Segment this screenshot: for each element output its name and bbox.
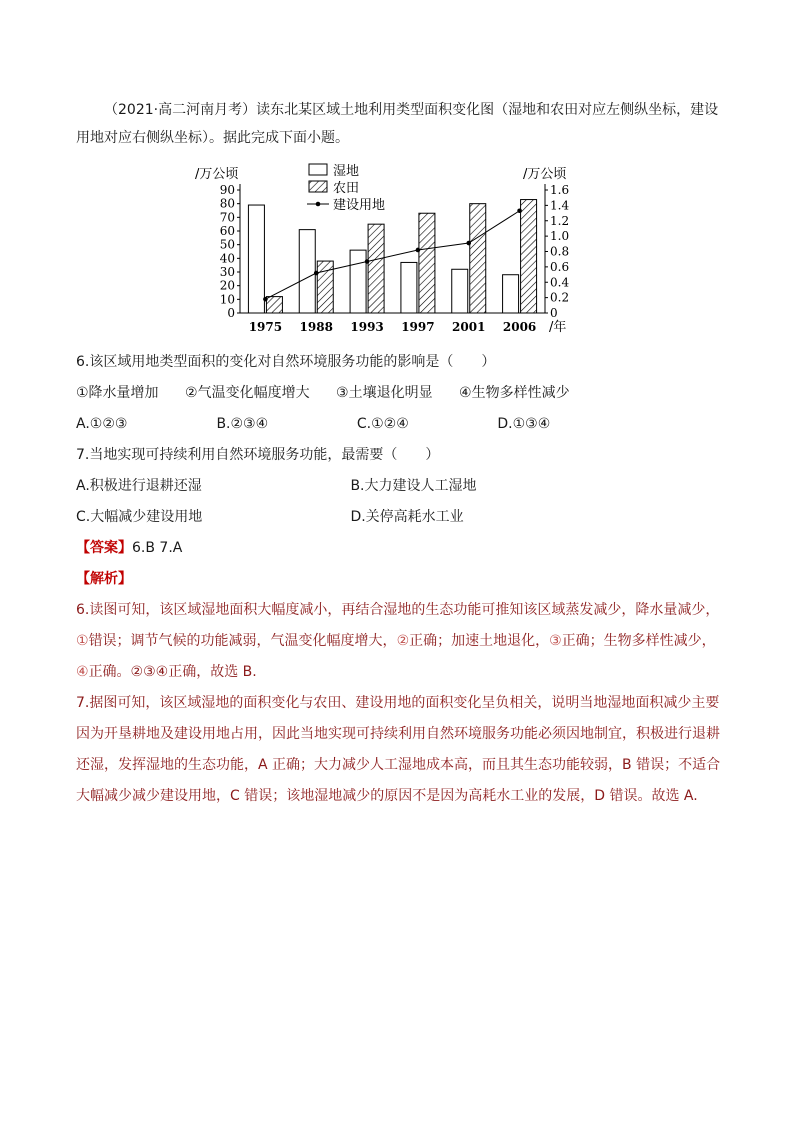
q6-item: ③土壤退化明显 — [336, 385, 433, 401]
explanation-7: 7.据图可知，该区域湿地的面积变化与农田、建设用地的面积变化呈负相关，说明当地湿地面积减少主要因为开垦耕地及建设用地占用，因此当地实现可持续利用自然环境服务功能必须因地制宜，积极进行退耕还湿，发挥湿地的生态功能，A 正确；大力减少人工湿地成本高，而且其生态功能较弱，B 错误；不适合大幅减少减少建设用地，C 错误；该地湿地减少的原因不是因为高耗水工业的发展，D 错误。故选 A. — [76, 695, 721, 804]
question-6-items — [76, 378, 721, 409]
point-construction-land — [416, 248, 421, 253]
answer-line — [76, 533, 721, 564]
right-tick-label: 1.0 — [550, 229, 570, 244]
left-tick-label: 0 — [227, 306, 235, 320]
explanation-6 — [76, 595, 721, 688]
point-construction-land — [314, 271, 319, 276]
x-tick-label: 1975 — [248, 320, 283, 334]
left-tick-label: 10 — [219, 292, 235, 307]
left-tick-label: 70 — [219, 210, 235, 225]
point-construction-land — [517, 208, 522, 213]
bar-wetland — [503, 275, 519, 313]
right-tick-label: 0.4 — [550, 275, 570, 290]
right-tick-label: 0.2 — [550, 290, 570, 305]
land-use-chart — [195, 160, 585, 340]
right-tick-label: 0.6 — [550, 259, 570, 274]
x-tick-label: 2006 — [502, 320, 537, 334]
q7-choice-c: C.大幅减少建设用地 — [76, 509, 203, 525]
x-tick-label: 1988 — [299, 320, 333, 334]
point-construction-land — [263, 297, 268, 302]
bar-farmland — [470, 204, 486, 313]
bar-wetland — [248, 205, 264, 313]
q6-choice-a: A.①②③ — [76, 416, 128, 432]
legend-wetland-label: 湿地 — [333, 164, 360, 179]
left-tick-label: 50 — [219, 237, 235, 252]
q6-choice-c: C.①②④ — [356, 416, 409, 432]
right-tick-label: 0.8 — [550, 244, 570, 259]
intro-paragraph: （2021·高二河南月考）读东北某区域土地利用类型面积变化图（湿地和农田对应左侧纵坐标，建设用地对应右侧纵坐标）。据此完成下面小题。 — [76, 102, 719, 146]
question-6-stem: 6.该区域用地类型面积的变化对自然环境服务功能的影响是（ ） — [76, 354, 496, 370]
x-tick-label: 1997 — [401, 320, 435, 334]
expl6-circle: ② — [396, 633, 410, 649]
bar-farmland — [266, 297, 282, 313]
q7-choice-b: B.大力建设人工湿地 — [350, 478, 477, 494]
right-axis-title: /万公顷 — [523, 167, 567, 182]
expl6-part: 正确；生物多样性减少， — [561, 633, 716, 649]
expl6-circle: ① — [76, 633, 89, 649]
right-tick-label: 1.2 — [550, 213, 570, 228]
q6-choice-d: D.①③④ — [497, 416, 551, 432]
legend-farmland-swatch — [309, 181, 327, 192]
left-tick-label: 30 — [219, 265, 235, 279]
point-construction-land — [365, 259, 370, 264]
question-6-choices — [76, 409, 721, 440]
right-tick-label: 0 — [550, 306, 558, 320]
bar-farmland — [368, 224, 384, 313]
legend-construction-dot — [316, 202, 321, 207]
answer-label: 【答案】 — [76, 540, 132, 556]
expl6-part: 正确；加速土地退化， — [409, 633, 550, 649]
bar-farmland — [419, 213, 435, 313]
left-tick-label: 90 — [219, 183, 235, 197]
question-7-choices-row1 — [76, 471, 721, 502]
expl6-circle: ③ — [549, 633, 562, 649]
x-axis-title: /年 — [549, 320, 567, 335]
q7-choice-a: A.积极进行退耕还湿 — [76, 478, 202, 494]
left-axis-title: /万公顷 — [195, 167, 239, 182]
x-tick-label: 1993 — [350, 320, 384, 334]
bar-farmland — [317, 261, 333, 313]
question-7-choices-row2 — [76, 502, 721, 533]
q6-item: ②气温变化幅度增大 — [185, 385, 310, 401]
legend-wetland-swatch — [309, 164, 327, 175]
answer-text: 6.B 7.A — [132, 540, 183, 556]
x-tick-label: 2001 — [452, 320, 486, 334]
right-tick-label: 1.4 — [550, 198, 570, 213]
expl6-part: 6.读图可知，该区域湿地面积大幅度减小，再结合湿地的生态功能可推知该区域蒸发减少，降水量减少， — [76, 602, 720, 618]
legend-farmland-label: 农田 — [333, 181, 360, 196]
q6-item: ④生物多样性减少 — [459, 385, 570, 401]
expl6-part: 正确。②③④正确，故选 B. — [88, 664, 257, 680]
left-tick-label: 60 — [219, 224, 235, 238]
left-tick-label: 40 — [219, 251, 235, 266]
bar-wetland — [452, 269, 468, 313]
right-tick-label: 1.6 — [550, 183, 570, 197]
bar-wetland — [299, 230, 315, 313]
q6-item: ①降水量增加 — [76, 385, 159, 401]
analysis-label: 【解析】 — [76, 571, 132, 587]
left-tick-label: 20 — [219, 278, 235, 293]
left-tick-label: 80 — [219, 196, 235, 211]
q7-choice-d: D.关停高耗水工业 — [350, 509, 464, 525]
legend-construction-label: 建设用地 — [333, 198, 386, 213]
expl6-part: 错误；调节气候的功能减弱，气温变化幅度增大， — [88, 633, 397, 649]
bar-wetland — [350, 250, 366, 313]
question-7-stem: 7.当地实现可持续利用自然环境服务功能，最需要（ ） — [76, 447, 440, 463]
bar-wetland — [401, 262, 417, 313]
analysis-label-line — [76, 564, 721, 595]
point-construction-land — [466, 241, 471, 246]
q6-choice-b: B.②③④ — [216, 416, 269, 432]
expl6-circle: ④ — [76, 664, 89, 680]
bar-farmland — [521, 200, 537, 313]
